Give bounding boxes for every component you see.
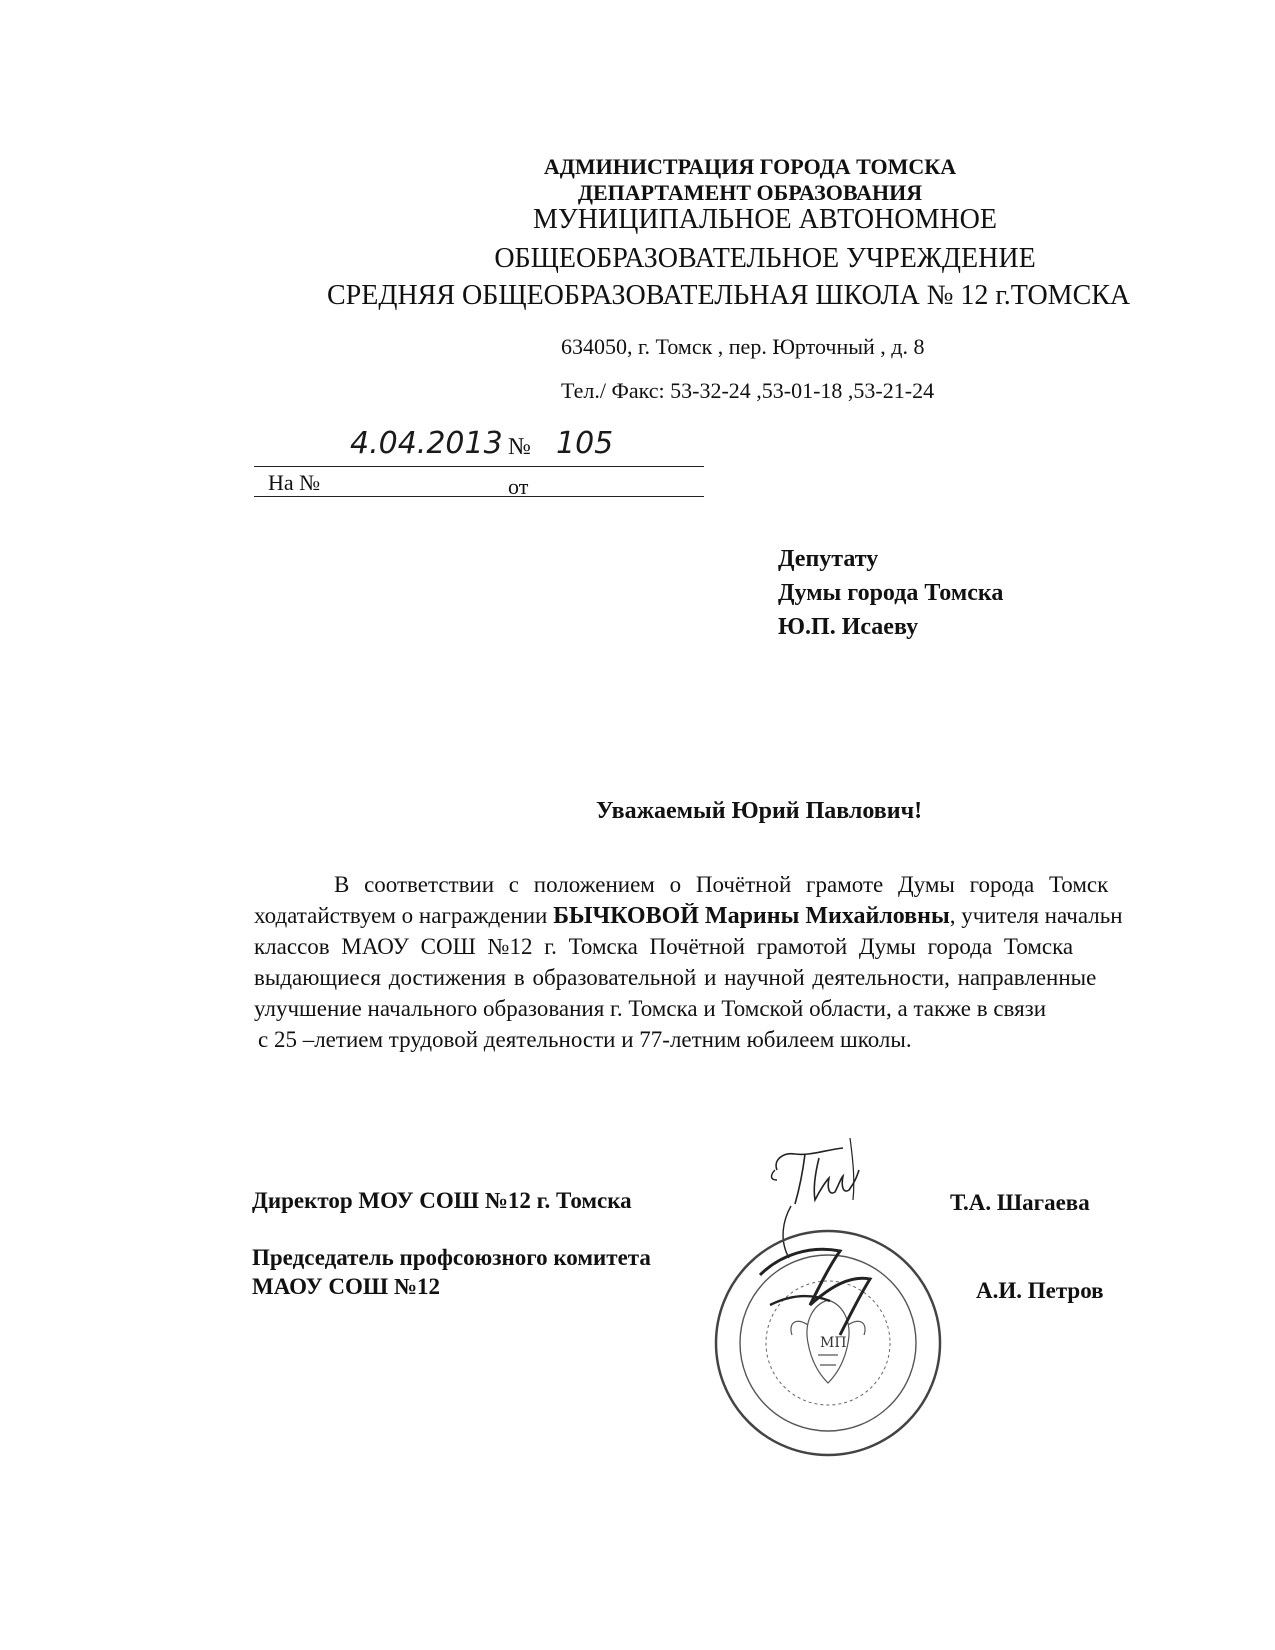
header-municipal: МУНИЦИПАЛЬНОЕ АВТОНОМНОЕ [532,204,998,235]
chair-name: А.И. Петров [976,1278,1104,1303]
body-line-6: с 25 –летием трудовой деятельности и 77-летним юбилеем школы. [258,1027,912,1052]
nominee-name: БЫЧКОВОЙ Марины Михайловны [553,903,950,929]
body-line-3: классов МАОУ СОШ №12 г. Томска Почётной грамотой Думы города Томска [254,934,1074,959]
recipient-title: Депутату [778,546,879,572]
body-line-1: В соответствии с положением о Почётной грамоте Думы города Томск [334,872,1109,897]
body-line-2-end: , учителя начальн [949,903,1123,928]
from-label: от [508,474,529,499]
header-school-name: СРЕДНЯЯ ОБЩЕОБРАЗОВАТЕЛЬНАЯ ШКОЛА № 12 г.ТОМСКА [327,280,1131,311]
handwritten-date: 4.04.2013 [350,426,503,461]
body-line-4: выдающиеся достижения в образовательной и научной деятельности, направленные [254,965,1097,990]
body-line-5: улучшение начального образования г. Томска и Томской области, а также в связи [254,996,1047,1021]
body-line-2-start: ходатайствуем о награждении [254,903,554,928]
svg-text:МП: МП [820,1335,847,1351]
header-administration: АДМИНИСТРАЦИЯ ГОРОДА ТОМСКА [543,154,957,179]
number-sign: № [508,434,531,460]
reply-label: На № [268,470,321,495]
body-line-2 [254,903,1275,930]
reply-line [254,496,704,497]
director-label: Директор МОУ СОШ №12 г. Томска [252,1188,632,1213]
greeting: Уважаемый Юрий Павлович! [596,798,923,824]
handwritten-number: 105 [556,426,614,461]
recipient-name: Ю.П. Исаеву [778,614,919,640]
date-line [254,466,704,467]
header-phone: Тел./ Факс: 53-32-24 ,53-01-18 ,53-21-24 [561,378,935,403]
header-institution-type: ОБЩЕОБРАЗОВАТЕЛЬНОЕ УЧРЕЖДЕНИЕ [494,243,1036,274]
header-address: 634050, г. Томск , пер. Юрточный , д. 8 [561,334,925,359]
chair-label-line-2: МАОУ СОШ №12 [252,1274,441,1299]
director-name: Т.А. Шагаева [950,1190,1090,1215]
official-stamp-icon [700,1205,960,1465]
recipient-organization: Думы города Томска [778,580,1004,606]
header-department: ДЕПАРТАМЕНТ ОБРАЗОВАНИЯ [577,180,923,205]
chair-label-line-1: Председатель профсоюзного комитета [252,1245,651,1270]
